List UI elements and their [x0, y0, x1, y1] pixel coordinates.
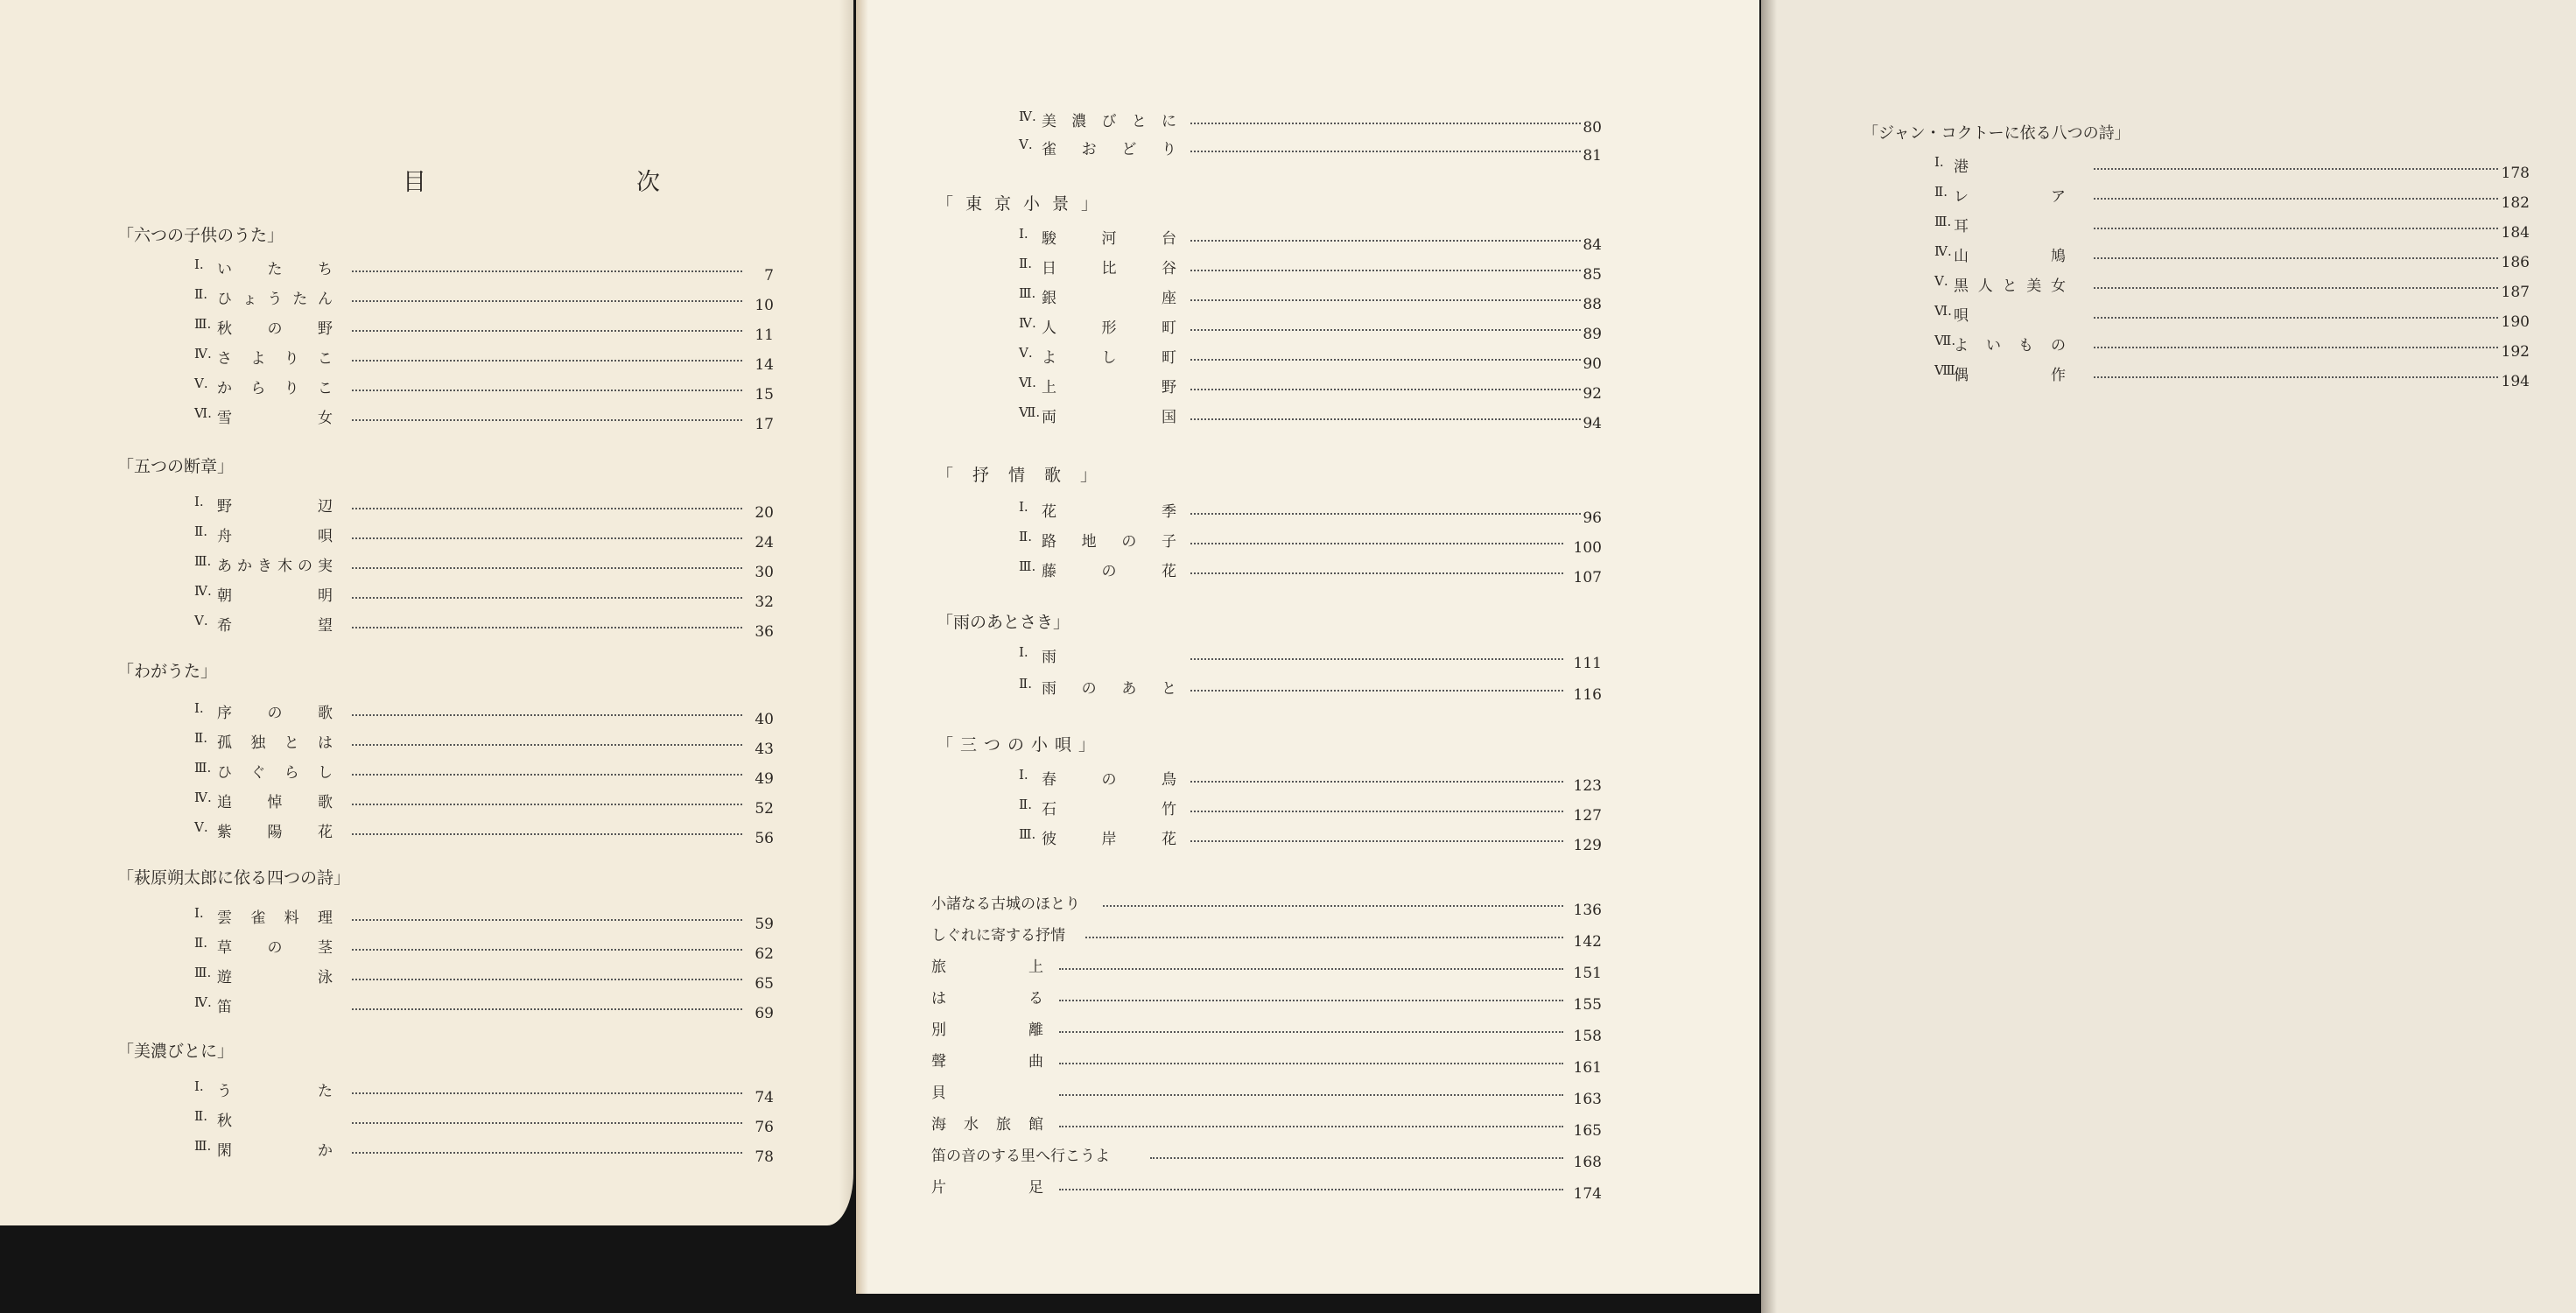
leader-dots [1103, 905, 1563, 907]
entry-page: 165 [1573, 1122, 1602, 1140]
entry-title: レア [1954, 188, 2066, 206]
leader-dots [1190, 418, 1581, 420]
section-heading: 「萩原朔太郎に依る四つの詩」 [117, 868, 351, 888]
toc-entry [194, 553, 774, 579]
entry-title: ひぐらし [217, 764, 333, 782]
entry-number: Ⅲ. [1019, 285, 1036, 301]
entry-title: 花季 [1042, 503, 1176, 521]
entry-title: 閑か [217, 1142, 333, 1160]
entry-title: はる [931, 990, 1043, 1008]
toc-entry [931, 986, 1602, 1012]
leader-dots [1190, 811, 1563, 812]
entry-number: Ⅲ. [1019, 558, 1036, 574]
entry-page: 40 [755, 711, 774, 728]
entry-title: 追悼歌 [217, 794, 333, 811]
entry-page: 43 [755, 741, 774, 758]
entry-title: 雪女 [217, 410, 333, 427]
entry-number: Ⅴ. [194, 819, 208, 835]
entry-page: 15 [755, 386, 774, 404]
toc-entry [194, 994, 774, 1021]
entry-title: からりこ [217, 380, 333, 397]
entry-page: 85 [1583, 266, 1602, 284]
toc-entry [194, 700, 774, 727]
toc-entry [931, 923, 1602, 949]
entry-page: 163 [1573, 1091, 1602, 1108]
entry-title: 雀おどり [1042, 141, 1176, 158]
entry-page: 151 [1573, 965, 1602, 982]
toc-entry [1019, 404, 1602, 431]
entry-number: Ⅱ. [194, 1108, 207, 1124]
entry-page: 192 [2501, 343, 2530, 361]
entry-title: 舟唄 [217, 528, 333, 545]
entry-number: Ⅴ. [1019, 345, 1033, 361]
entry-page: 142 [1573, 933, 1602, 951]
entry-page: 155 [1573, 996, 1602, 1014]
entry-number: Ⅳ. [1019, 109, 1036, 124]
entry-number: Ⅱ. [194, 523, 207, 539]
entry-page: 178 [2501, 165, 2530, 182]
entry-page: 76 [755, 1119, 774, 1136]
entry-title: 銀座 [1042, 290, 1176, 307]
toc-entry [194, 613, 774, 639]
entry-page: 80 [1583, 119, 1602, 137]
entry-title: うた [217, 1083, 333, 1100]
leader-dots [352, 979, 742, 980]
right-page [1761, 0, 2576, 1313]
entry-title: あかき木の実 [217, 558, 333, 575]
entry-title: 小諸なる古城のほとり [931, 895, 1080, 913]
entry-page: 7 [764, 267, 774, 284]
leader-dots [1190, 270, 1581, 271]
toc-entry [1019, 558, 1602, 585]
entry-title: 雨 [1042, 649, 1056, 666]
entry-page: 116 [1573, 686, 1602, 704]
entry-number: Ⅰ. [1019, 499, 1028, 515]
entry-page: 100 [1573, 539, 1602, 557]
entry-number: Ⅴ. [1019, 137, 1033, 152]
section-heading: 「雨のあとさき」 [937, 613, 1070, 632]
entry-page: 56 [755, 830, 774, 847]
entry-page: 84 [1583, 236, 1602, 254]
section-heading: 「東京小景」 [937, 194, 1111, 214]
entry-page: 74 [755, 1089, 774, 1106]
entry-page: 59 [755, 916, 774, 933]
entry-title: しぐれに寄する抒情 [931, 927, 1065, 944]
entry-page: 158 [1573, 1028, 1602, 1045]
entry-title: よいもの [1954, 337, 2066, 355]
section-heading: 「五つの断章」 [117, 457, 235, 476]
leader-dots [1059, 968, 1563, 970]
entry-page: 174 [1573, 1185, 1602, 1203]
entry-title: 春の鳥 [1042, 771, 1176, 789]
entry-number: Ⅱ. [1934, 184, 1948, 200]
leader-dots [1190, 840, 1563, 842]
entry-number: Ⅶ. [1019, 404, 1041, 420]
entry-title: 野辺 [217, 498, 333, 516]
entry-page: 123 [1573, 777, 1602, 795]
entry-number: Ⅴ. [1934, 273, 1948, 289]
entry-title: 紫陽花 [217, 824, 333, 841]
entry-title: 黒人と美女 [1954, 277, 2066, 295]
toc-entry [931, 1143, 1602, 1169]
entry-number: Ⅰ. [1019, 226, 1028, 242]
entry-number: Ⅰ. [1019, 767, 1028, 783]
toc-entry [1019, 137, 1602, 163]
leader-dots [352, 537, 742, 539]
entry-title: 上野 [1042, 379, 1176, 397]
leader-dots [352, 1008, 742, 1010]
toc-entry [194, 316, 774, 342]
leader-dots [1190, 359, 1581, 361]
toc-entry [1019, 375, 1602, 401]
entry-title: 彼岸花 [1042, 831, 1176, 848]
section-heading: 「三つの小唄」 [937, 735, 1103, 755]
leader-dots [1190, 513, 1581, 515]
entry-number: Ⅲ. [1934, 214, 1952, 229]
entry-title: 日比谷 [1042, 260, 1176, 277]
section-heading: 「わがうた」 [117, 662, 218, 681]
toc-entry [194, 286, 774, 312]
leader-dots [2094, 347, 2498, 348]
entry-number: Ⅱ. [1019, 797, 1032, 812]
entry-title: ひょうたん [217, 291, 333, 308]
leader-dots [2094, 257, 2498, 259]
toc-entry [931, 1080, 1602, 1106]
entry-title: いたち [217, 261, 333, 278]
entry-number: Ⅳ. [1934, 243, 1952, 259]
leader-dots [1059, 1126, 1563, 1127]
entry-page: 127 [1573, 807, 1602, 825]
entry-page: 111 [1573, 655, 1602, 672]
entry-number: Ⅶ. [1934, 333, 1956, 348]
entry-page: 161 [1573, 1059, 1602, 1077]
toc-entry [1019, 797, 1602, 823]
leader-dots [352, 567, 742, 569]
entry-page: 182 [2501, 194, 2530, 212]
leader-dots [352, 627, 742, 628]
entry-page: 96 [1583, 509, 1602, 527]
leader-dots [2094, 317, 2498, 319]
entry-title: 聲曲 [931, 1053, 1043, 1071]
entry-page: 81 [1583, 147, 1602, 165]
entry-number: Ⅳ. [194, 346, 212, 362]
toc-entry [1019, 109, 1602, 135]
entry-page: 186 [2501, 254, 2530, 271]
leader-dots [352, 1092, 742, 1094]
entry-page: 52 [755, 800, 774, 818]
entry-title: 石竹 [1042, 801, 1176, 818]
toc-entry [1019, 499, 1602, 525]
leader-dots [1059, 1031, 1563, 1033]
toc-entry [194, 965, 774, 991]
leader-dots [352, 419, 742, 421]
entry-number: Ⅰ. [194, 494, 204, 509]
entry-page: 24 [755, 534, 774, 551]
entry-title: 耳 [1954, 218, 1969, 235]
toc-entry [194, 905, 774, 931]
entry-title: 雲雀料理 [217, 909, 333, 927]
leader-dots [352, 949, 742, 951]
entry-page: 69 [755, 1005, 774, 1022]
entry-title: 片足 [931, 1179, 1043, 1197]
entry-title: 海水旅館 [931, 1116, 1043, 1134]
toc-entry [1019, 676, 1602, 702]
entry-page: 187 [2501, 284, 2530, 301]
entry-title: 偶作 [1954, 367, 2066, 384]
toc-entry [194, 1078, 774, 1105]
toc-entry [1019, 285, 1602, 312]
leader-dots [352, 804, 742, 805]
leader-dots [2094, 198, 2498, 200]
toc-entry [1934, 362, 2530, 389]
leader-dots [2094, 168, 2498, 170]
entry-page: 49 [755, 770, 774, 788]
entry-number: Ⅵ. [1019, 375, 1036, 390]
leader-dots [352, 300, 742, 302]
entry-number: Ⅰ. [194, 700, 204, 716]
entry-page: 78 [755, 1148, 774, 1166]
entry-number: Ⅱ. [194, 730, 207, 746]
toc-entry [1934, 214, 2530, 240]
entry-page: 168 [1573, 1154, 1602, 1171]
leader-dots [1190, 240, 1581, 242]
toc-entry [1019, 767, 1602, 793]
entry-title: 草の茎 [217, 939, 333, 957]
entry-page: 184 [2501, 224, 2530, 242]
toc-entry [1934, 154, 2530, 180]
entry-number: Ⅲ. [1019, 826, 1036, 842]
entry-title: 両国 [1042, 409, 1176, 426]
entry-number: Ⅰ. [194, 256, 204, 272]
entry-number: Ⅳ. [194, 994, 212, 1010]
entry-title: 駿河台 [1042, 230, 1176, 248]
entry-number: Ⅰ. [1934, 154, 1944, 170]
middle-page [856, 0, 1759, 1294]
leader-dots [352, 744, 742, 746]
entry-page: 129 [1573, 837, 1602, 854]
toc-entry [1934, 184, 2530, 210]
entry-number: Ⅵ. [194, 405, 212, 421]
toc-entry [1934, 273, 2530, 299]
entry-title: さよりこ [217, 350, 333, 368]
entry-title: 笛 [217, 999, 232, 1016]
entry-page: 62 [755, 945, 774, 963]
section-heading: 「六つの子供のうた」 [117, 226, 284, 245]
entry-number: Ⅰ. [194, 1078, 204, 1094]
entry-number: Ⅲ. [194, 965, 212, 980]
entry-page: 136 [1573, 902, 1602, 919]
entry-page: 194 [2501, 373, 2530, 390]
section-heading: 「美濃びとに」 [117, 1042, 235, 1061]
toc-entry [931, 954, 1602, 980]
toc-entry [931, 1017, 1602, 1043]
toc-entry [1019, 256, 1602, 282]
leader-dots [1150, 1157, 1563, 1159]
entry-number: Ⅵ. [1934, 303, 1952, 319]
entry-number: Ⅲ. [194, 553, 212, 569]
entry-page: 11 [755, 326, 774, 344]
entry-title: 人形町 [1042, 319, 1176, 337]
entry-title: 希望 [217, 617, 333, 635]
entry-title: 唄 [1954, 307, 1969, 325]
leader-dots [352, 774, 742, 776]
entry-title: 山鳩 [1954, 248, 2066, 265]
leader-dots [1190, 572, 1563, 574]
entry-page: 20 [755, 504, 774, 522]
entry-number: Ⅲ. [194, 316, 212, 332]
leader-dots [352, 1152, 742, 1154]
entry-page: 94 [1583, 415, 1602, 432]
leader-dots [352, 508, 742, 509]
entry-number: Ⅳ. [1019, 315, 1036, 331]
section-heading: 「抒情歌」 [937, 466, 1117, 485]
entry-page: 30 [755, 564, 774, 581]
entry-number: Ⅳ. [194, 790, 212, 805]
leader-dots [352, 919, 742, 921]
entry-page: 107 [1573, 569, 1602, 586]
entry-title: 秋 [217, 1113, 232, 1130]
entry-title: 美濃びとに [1042, 113, 1176, 130]
entry-page: 10 [755, 297, 774, 314]
toc-entry [931, 891, 1602, 917]
toc-entry [194, 494, 774, 520]
toc-entry [194, 1138, 774, 1164]
toc-entry [194, 376, 774, 402]
toc-entry [1019, 345, 1602, 371]
leader-dots [352, 597, 742, 599]
section-heading: 「ジャン・コクトーに依る八つの詩」 [1863, 124, 2130, 143]
leader-dots [2094, 287, 2498, 289]
leader-dots [1059, 1094, 1563, 1096]
entry-title: よし町 [1042, 349, 1176, 367]
toc-entry [1934, 243, 2530, 270]
entry-number: Ⅱ. [1019, 676, 1032, 692]
leader-dots [1190, 299, 1581, 301]
leader-dots [1190, 151, 1581, 152]
toc-entry [194, 819, 774, 846]
toc-entry [1019, 226, 1602, 252]
leader-dots [1190, 658, 1563, 660]
leader-dots [2094, 376, 2498, 378]
leader-dots [352, 390, 742, 391]
leader-dots [1059, 1063, 1563, 1064]
entry-title: 遊泳 [217, 969, 333, 987]
toc-entry [194, 1108, 774, 1134]
leader-dots [1190, 123, 1581, 124]
entry-number: Ⅲ. [194, 1138, 212, 1154]
leader-dots [352, 270, 742, 272]
entry-page: 190 [2501, 313, 2530, 331]
toc-entry [194, 935, 774, 961]
toc-entry [194, 346, 774, 372]
entry-number: Ⅲ. [194, 760, 212, 776]
entry-number: Ⅰ. [194, 905, 204, 921]
toc-entry [194, 256, 774, 283]
leader-dots [1190, 543, 1563, 544]
toc-entry [194, 405, 774, 432]
leader-dots [1190, 389, 1581, 390]
leader-dots [1190, 781, 1563, 783]
leader-dots [1085, 937, 1563, 938]
entry-title: 朝明 [217, 587, 333, 605]
entry-title: 孤独とは [217, 734, 333, 752]
entry-number: Ⅴ. [194, 376, 208, 391]
entry-number: Ⅱ. [1019, 256, 1032, 271]
entry-title: 路地の子 [1042, 533, 1176, 551]
entry-page: 36 [755, 623, 774, 641]
entry-number: Ⅱ. [194, 935, 207, 951]
entry-title: 笛の音のする里へ行こうよ [931, 1148, 1110, 1165]
toc-entry [194, 583, 774, 609]
toc-entry [1934, 333, 2530, 359]
toc-entry [194, 760, 774, 786]
toc-entry [194, 523, 774, 550]
toc-entry [1019, 826, 1602, 853]
entry-title: 序の歌 [217, 705, 333, 722]
entry-page: 89 [1583, 326, 1602, 343]
toc-entry [1934, 303, 2530, 329]
entry-page: 92 [1583, 385, 1602, 403]
leader-dots [352, 714, 742, 716]
toc-entry [194, 790, 774, 816]
toc-title: 目 次 [403, 169, 714, 196]
entry-title: 雨のあと [1042, 680, 1176, 698]
entry-number: Ⅱ. [1019, 529, 1032, 544]
entry-title: 旅上 [931, 958, 1043, 976]
leader-dots [1190, 690, 1563, 692]
entry-page: 88 [1583, 296, 1602, 313]
entry-number: Ⅱ. [194, 286, 207, 302]
entry-page: 17 [755, 416, 774, 433]
toc-entry [931, 1112, 1602, 1138]
left-page [0, 0, 853, 1225]
toc-entry [1019, 315, 1602, 341]
entry-page: 32 [755, 593, 774, 611]
toc-entry [1019, 644, 1602, 671]
entry-number: Ⅳ. [194, 583, 212, 599]
entry-number: Ⅰ. [1019, 644, 1028, 660]
entry-page: 65 [755, 975, 774, 993]
leader-dots [352, 360, 742, 362]
toc-entry [931, 1175, 1602, 1201]
leader-dots [1059, 1189, 1563, 1190]
leader-dots [352, 833, 742, 835]
entry-page: 90 [1583, 355, 1602, 373]
leader-dots [352, 1122, 742, 1124]
entry-title: 貝 [931, 1085, 946, 1102]
toc-entry [194, 730, 774, 756]
toc-entry [931, 1049, 1602, 1075]
leader-dots [2094, 228, 2498, 229]
entry-number: Ⅴ. [194, 613, 208, 628]
leader-dots [1059, 1000, 1563, 1001]
entry-title: 港 [1954, 158, 1969, 176]
entry-title: 別離 [931, 1022, 1043, 1039]
leader-dots [1190, 329, 1581, 331]
entry-page: 14 [755, 356, 774, 374]
entry-number: Ⅷ. [1934, 362, 1960, 378]
toc-entry [1019, 529, 1602, 555]
entry-title: 秋の野 [217, 320, 333, 338]
entry-title: 藤の花 [1042, 563, 1176, 580]
leader-dots [352, 330, 742, 332]
